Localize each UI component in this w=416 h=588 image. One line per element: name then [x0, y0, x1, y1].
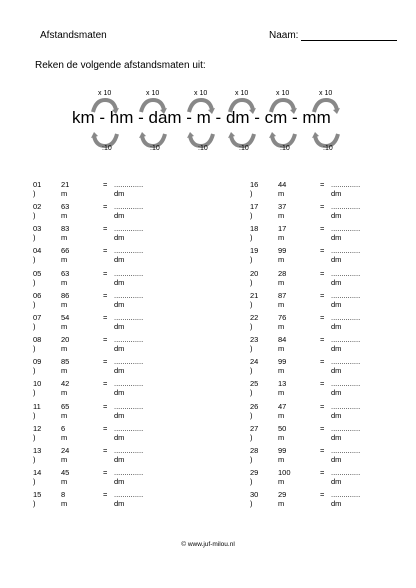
name-line — [301, 31, 397, 41]
answer-dots: .............. — [114, 401, 144, 411]
answer-dots: .............. — [331, 180, 361, 189]
equals-sign: = — [320, 445, 325, 455]
answer-blank[interactable] — [331, 269, 360, 287]
answer-dots: .............. — [331, 445, 361, 455]
exercise-number: 02 ) — [33, 202, 42, 221]
exercise-number: 30 ) — [250, 490, 259, 509]
exercise-value: 50 m — [278, 423, 287, 442]
answer-unit: dm — [331, 255, 342, 265]
divide-label: :10 — [150, 145, 160, 152]
exercise-value: 54 m — [61, 312, 70, 331]
answer-blank[interactable] — [331, 246, 360, 264]
answer-unit: dm — [331, 321, 342, 331]
equals-sign: = — [320, 490, 325, 500]
answer-unit: dm — [114, 211, 125, 221]
exercise-number: 26 ) — [250, 401, 259, 420]
answer-unit: dm — [114, 255, 125, 265]
equals-sign: = — [320, 268, 325, 278]
exercise-number: 12 ) — [33, 423, 42, 442]
answer-unit: dm — [331, 388, 342, 398]
answer-unit: dm — [114, 410, 125, 420]
answer-unit: dm — [114, 321, 125, 331]
exercise-value: 83 m — [61, 224, 70, 243]
answer-dots: .............. — [114, 246, 144, 256]
answer-unit: dm — [331, 211, 342, 221]
exercise-value: 99 m — [278, 357, 287, 376]
answer-unit: dm — [114, 454, 125, 464]
divide-label: :10 — [280, 145, 290, 152]
exercise-value: 86 m — [61, 290, 70, 309]
answer-dots: .............. — [114, 290, 144, 300]
equals-sign: = — [103, 312, 108, 322]
equals-sign: = — [103, 467, 108, 477]
answer-unit: dm — [114, 189, 125, 198]
answer-unit: dm — [331, 454, 342, 464]
answer-blank[interactable] — [114, 180, 143, 198]
equals-sign: = — [320, 180, 325, 189]
answer-unit: dm — [331, 233, 342, 243]
answer-dots: .............. — [331, 423, 361, 433]
answer-unit: dm — [114, 277, 125, 287]
answer-blank[interactable] — [331, 379, 360, 397]
exercise-value: 84 m — [278, 335, 287, 354]
answer-dots: .............. — [114, 379, 144, 389]
equals-sign: = — [320, 290, 325, 300]
equals-sign: = — [103, 490, 108, 500]
answer-unit: dm — [331, 277, 342, 287]
answer-blank[interactable] — [331, 224, 360, 242]
exercise-value: 100 m — [278, 467, 291, 486]
answer-blank[interactable] — [114, 446, 143, 464]
answer-blank[interactable] — [331, 291, 360, 309]
exercise-number: 14 ) — [33, 467, 42, 486]
name-field — [269, 30, 397, 41]
answer-dots: .............. — [114, 224, 144, 234]
multiply-label: x 10 — [276, 90, 290, 97]
exercise-value: 21 m — [61, 180, 70, 198]
exercise-number: 29 ) — [250, 467, 259, 486]
answer-unit: dm — [114, 233, 125, 243]
answer-dots: .............. — [114, 357, 144, 367]
exercise-number: 07 ) — [33, 312, 42, 331]
answer-unit: dm — [114, 299, 125, 309]
answer-blank[interactable] — [114, 490, 143, 508]
exercise-number: 03 ) — [33, 224, 42, 243]
exercise-number: 11 ) — [33, 401, 41, 420]
answer-dots: .............. — [331, 268, 361, 278]
answer-dots: .............. — [114, 445, 144, 455]
answer-dots: .............. — [114, 180, 144, 189]
exercise-value: 63 m — [61, 202, 70, 221]
exercise-number: 25 ) — [250, 379, 259, 398]
exercise-number: 09 ) — [33, 357, 42, 376]
exercise-number: 17 ) — [250, 202, 259, 221]
answer-dots: .............. — [331, 290, 361, 300]
answer-blank[interactable] — [114, 335, 143, 353]
exercise-value: 24 m — [61, 445, 70, 464]
answer-dots: .............. — [114, 490, 144, 500]
answer-blank[interactable] — [331, 335, 360, 353]
exercise-value: 99 m — [278, 445, 287, 464]
answer-dots: .............. — [114, 467, 144, 477]
exercise-number: 04 ) — [33, 246, 42, 265]
exercise-number: 06 ) — [33, 290, 42, 309]
answer-blank[interactable] — [114, 202, 143, 220]
exercise-value: 8 m — [61, 490, 68, 509]
answer-blank[interactable] — [331, 202, 360, 220]
equals-sign: = — [103, 379, 108, 389]
exercise-value: 63 m — [61, 268, 70, 287]
answer-unit: dm — [114, 432, 125, 442]
answer-blank[interactable] — [331, 357, 360, 375]
answer-blank[interactable] — [331, 446, 360, 464]
exercise-number: 15 ) — [33, 490, 42, 509]
equals-sign: = — [103, 202, 108, 212]
exercise-value: 45 m — [61, 467, 70, 486]
exercise-number: 23 ) — [250, 335, 259, 354]
answer-dots: .............. — [114, 335, 144, 345]
answer-blank[interactable] — [114, 246, 143, 264]
answer-dots: .............. — [114, 312, 144, 322]
worksheet-title: Afstandsmaten — [40, 30, 107, 41]
units-diagram — [60, 88, 370, 156]
units-text: km - hm - dam - m - dm - cm - mm — [72, 108, 331, 127]
answer-dots: .............. — [114, 423, 144, 433]
equals-sign: = — [320, 224, 325, 234]
exercise-value: 6 m — [61, 423, 68, 442]
equals-sign: = — [103, 423, 108, 433]
answer-blank[interactable] — [331, 180, 360, 198]
answer-blank[interactable] — [114, 402, 143, 420]
equals-sign: = — [103, 357, 108, 367]
instruction-text: Reken de volgende afstandsmaten uit: — [35, 60, 206, 71]
exercise-number: 28 ) — [250, 445, 259, 464]
answer-blank[interactable] — [114, 468, 143, 486]
answer-unit: dm — [114, 366, 125, 376]
divide-label: :10 — [198, 145, 208, 152]
answer-blank[interactable] — [331, 424, 360, 442]
divide-label: :10 — [323, 145, 333, 152]
equals-sign: = — [320, 423, 325, 433]
exercise-value: 85 m — [61, 357, 70, 376]
exercise-value: 28 m — [278, 268, 287, 287]
equals-sign: = — [320, 246, 325, 256]
answer-blank[interactable] — [114, 291, 143, 309]
multiply-label: x 10 — [235, 90, 249, 97]
equals-sign: = — [103, 290, 108, 300]
answer-dots: .............. — [331, 401, 361, 411]
exercise-value: 87 m — [278, 290, 287, 309]
exercise-value: 17 m — [278, 224, 287, 243]
multiply-label: x 10 — [319, 90, 333, 97]
exercise-number: 01 ) — [33, 180, 42, 198]
exercise-number: 27 ) — [250, 423, 259, 442]
equals-sign: = — [103, 224, 108, 234]
answer-unit: dm — [331, 189, 342, 198]
exercise-value: 37 m — [278, 202, 287, 221]
answer-dots: .............. — [331, 202, 361, 212]
exercise-number: 18 ) — [250, 224, 259, 243]
answer-dots: .............. — [331, 246, 361, 256]
answer-blank[interactable] — [331, 468, 360, 486]
equals-sign: = — [103, 246, 108, 256]
equals-sign: = — [320, 379, 325, 389]
exercise-value: 65 m — [61, 401, 70, 420]
equals-sign: = — [103, 401, 108, 411]
exercise-number: 05 ) — [33, 268, 42, 287]
exercise-number: 20 ) — [250, 268, 259, 287]
answer-blank[interactable] — [114, 424, 143, 442]
equals-sign: = — [103, 268, 108, 278]
answer-dots: .............. — [331, 312, 361, 322]
answer-dots: .............. — [331, 357, 361, 367]
answer-blank[interactable] — [331, 402, 360, 420]
answer-dots: .............. — [331, 490, 361, 500]
answer-blank[interactable] — [114, 313, 143, 331]
answer-unit: dm — [331, 499, 342, 509]
exercise-value: 99 m — [278, 246, 287, 265]
equals-sign: = — [320, 335, 325, 345]
answer-dots: .............. — [331, 335, 361, 345]
answer-blank[interactable] — [114, 357, 143, 375]
exercise-number: 21 ) — [250, 290, 259, 309]
answer-dots: .............. — [331, 379, 361, 389]
name-label: Naam: — [269, 30, 299, 41]
exercise-value: 44 m — [278, 180, 287, 198]
answer-unit: dm — [331, 366, 342, 376]
answer-dots: .............. — [114, 202, 144, 212]
multiply-label: x 10 — [194, 90, 208, 97]
answer-dots: .............. — [114, 268, 144, 278]
exercise-number: 24 ) — [250, 357, 259, 376]
multiply-label: x 10 — [146, 90, 160, 97]
answer-unit: dm — [331, 410, 342, 420]
answer-dots: .............. — [331, 467, 361, 477]
answer-dots: .............. — [331, 224, 361, 234]
answer-blank[interactable] — [114, 269, 143, 287]
equals-sign: = — [103, 445, 108, 455]
equals-sign: = — [320, 401, 325, 411]
exercise-number: 22 ) — [250, 312, 259, 331]
answer-blank[interactable] — [331, 490, 360, 508]
equals-sign: = — [320, 467, 325, 477]
divide-label: :10 — [102, 145, 112, 152]
exercise-value: 76 m — [278, 312, 287, 331]
exercise-value: 13 m — [278, 379, 287, 398]
equals-sign: = — [320, 312, 325, 322]
exercise-value: 66 m — [61, 246, 70, 265]
divide-label: :10 — [239, 145, 249, 152]
exercise-value: 20 m — [61, 335, 70, 354]
exercise-number: 19 ) — [250, 246, 259, 265]
exercise-value: 47 m — [278, 401, 287, 420]
answer-blank[interactable] — [114, 224, 143, 242]
equals-sign: = — [320, 357, 325, 367]
equals-sign: = — [103, 335, 108, 345]
answer-unit: dm — [331, 476, 342, 486]
answer-unit: dm — [114, 476, 125, 486]
exercise-value: 42 m — [61, 379, 70, 398]
answer-unit: dm — [114, 388, 125, 398]
answer-unit: dm — [331, 432, 342, 442]
exercise-number: 10 ) — [33, 379, 42, 398]
answer-unit: dm — [331, 344, 342, 354]
equals-sign: = — [320, 202, 325, 212]
exercise-value: 29 m — [278, 490, 287, 509]
answer-blank[interactable] — [331, 313, 360, 331]
exercise-number: 08 ) — [33, 335, 42, 354]
answer-unit: dm — [331, 299, 342, 309]
answer-unit: dm — [114, 344, 125, 354]
exercise-number: 13 ) — [33, 445, 42, 464]
answer-blank[interactable] — [114, 379, 143, 397]
equals-sign: = — [103, 180, 108, 189]
answer-unit: dm — [114, 499, 125, 509]
footer-credit: © www.juf-milou.nl — [181, 541, 235, 548]
exercise-number: 16 ) — [250, 180, 259, 198]
multiply-label: x 10 — [98, 90, 112, 97]
